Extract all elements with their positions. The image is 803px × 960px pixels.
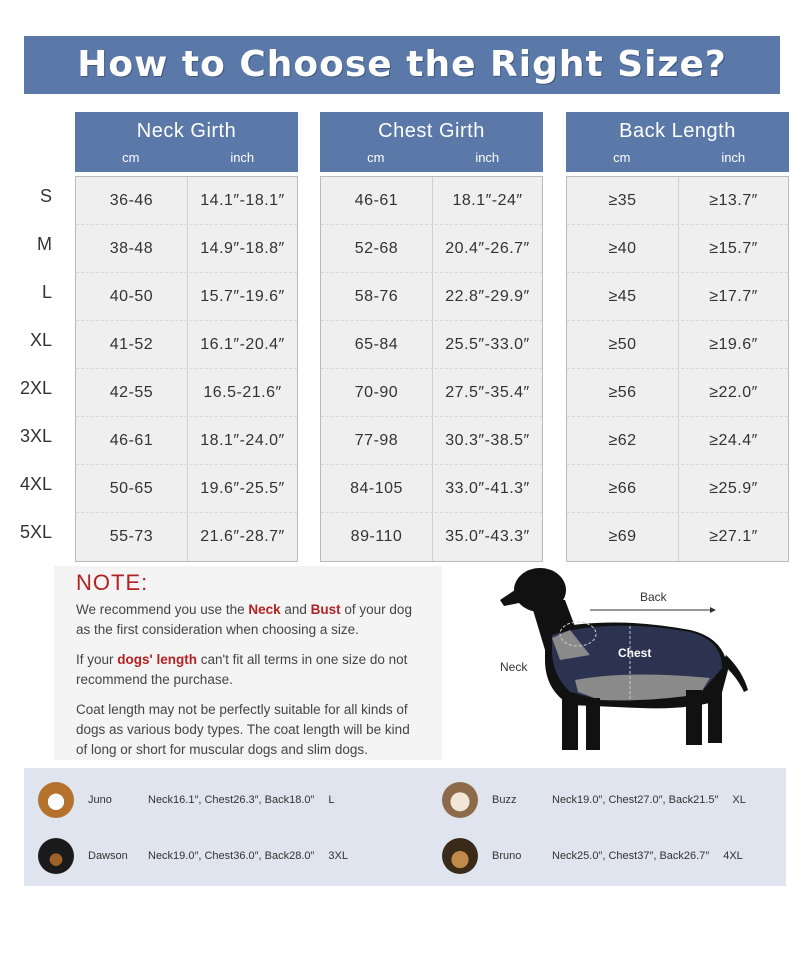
note-paragraph-1: We recommend you use the Neck and Bust of your dog as the first consideration when choosing a size. <box>76 602 412 637</box>
cm-cell: ≥50 <box>567 321 679 368</box>
cm-cell: ≥56 <box>567 369 679 416</box>
inch-cell: 27.5″-35.4″ <box>445 384 530 401</box>
table-row <box>567 513 788 561</box>
cm-cell: 65-84 <box>321 321 433 368</box>
table-row <box>321 513 542 561</box>
dog-measurements: Neck19.0″, Chest27.0″, Back21.5″ <box>552 794 719 806</box>
example-juno <box>38 782 335 818</box>
table-body <box>75 176 298 562</box>
inch-cell: 30.3″-38.5″ <box>445 432 530 449</box>
table-row <box>321 417 542 465</box>
cm-cell: 38-48 <box>76 225 188 272</box>
dog-silhouette-icon <box>490 560 770 770</box>
table-body <box>566 176 789 562</box>
table-row <box>567 177 788 225</box>
note-paragraph-2: If your dogs' length can't fit all terms in one size do not recommend the purchase. <box>76 652 408 687</box>
table-row <box>321 225 542 273</box>
inch-cell: 20.4″-26.7″ <box>445 240 530 257</box>
unit-cm: cm <box>367 150 385 165</box>
size-label: M <box>37 234 52 254</box>
table-row <box>321 321 542 369</box>
inch-cell: 35.0″-43.3″ <box>445 528 530 545</box>
dog-name: Juno <box>88 794 112 806</box>
table-row <box>76 177 297 225</box>
inch-cell: ≥19.6″ <box>709 336 758 353</box>
chest-label: Chest <box>618 646 652 660</box>
cm-cell: ≥35 <box>567 177 679 224</box>
dog-size: XL <box>732 794 746 806</box>
inch-cell: 14.1″-18.1″ <box>200 192 285 209</box>
inch-cell: 18.1″-24″ <box>452 192 523 209</box>
inch-cell: 18.1″-24.0″ <box>200 432 285 449</box>
table-row <box>567 465 788 513</box>
inch-cell: ≥25.9″ <box>709 480 758 497</box>
table-row <box>321 369 542 417</box>
dog-measurements: Neck19.0″, Chest36.0″, Back28.0″ <box>148 850 315 862</box>
example-bruno <box>442 838 743 874</box>
table-row <box>567 321 788 369</box>
inch-cell: 16.5-21.6″ <box>203 384 282 401</box>
size-label: XL <box>29 330 52 350</box>
unit-inch: inch <box>230 150 255 165</box>
note-paragraph-3: Coat length may not be perfectly suitable for all kinds of dogs as various body types. The coat length will be kind of long or short for muscular dogs and slim dogs. <box>76 702 410 757</box>
table-row <box>321 177 542 225</box>
table-header <box>566 112 789 172</box>
inch-cell: 15.7″-19.6″ <box>200 288 285 305</box>
note-box <box>54 566 442 760</box>
size-label: S <box>39 186 52 206</box>
cm-cell: 46-61 <box>76 417 188 464</box>
size-labels <box>0 172 72 556</box>
back-label: Back <box>640 590 667 604</box>
inch-cell: ≥22.0″ <box>709 384 758 401</box>
size-label: L <box>41 282 52 302</box>
dog-name: Buzz <box>492 794 517 806</box>
dog-examples-panel <box>24 768 786 886</box>
dog-measurement-diagram <box>490 560 770 770</box>
inch-cell: ≥13.7″ <box>709 192 758 209</box>
cm-cell: 89-110 <box>321 513 433 561</box>
cm-cell: ≥69 <box>567 513 679 561</box>
neck-girth-table <box>75 112 298 562</box>
inch-cell: ≥15.7″ <box>709 240 758 257</box>
cm-cell: 58-76 <box>321 273 433 320</box>
cm-cell: 70-90 <box>321 369 433 416</box>
cm-cell: 46-61 <box>321 177 433 224</box>
table-row <box>567 273 788 321</box>
table-row <box>321 465 542 513</box>
table-row <box>76 225 297 273</box>
size-label: 3XL <box>19 426 52 446</box>
cm-cell: 40-50 <box>76 273 188 320</box>
table-body <box>320 176 543 562</box>
unit-cm: cm <box>122 150 140 165</box>
table-row <box>76 513 297 561</box>
example-buzz <box>442 782 746 818</box>
table-row <box>321 273 542 321</box>
cm-cell: ≥45 <box>567 273 679 320</box>
cm-cell: 77-98 <box>321 417 433 464</box>
cm-cell: ≥40 <box>567 225 679 272</box>
dog-measurements: Neck25.0″, Chest37″, Back26.7″ <box>552 850 710 862</box>
german-shepherd-avatar-icon <box>442 838 478 874</box>
unit-inch: inch <box>721 150 746 165</box>
inch-cell: ≥27.1″ <box>709 528 758 545</box>
inch-cell: ≥17.7″ <box>709 288 758 305</box>
table-header <box>320 112 543 172</box>
cm-cell: 84-105 <box>321 465 433 512</box>
inch-cell: 19.6″-25.5″ <box>200 480 285 497</box>
chest-girth-table <box>320 112 543 562</box>
doberman-avatar-icon <box>38 838 74 874</box>
unit-inch: inch <box>475 150 500 165</box>
cm-cell: ≥62 <box>567 417 679 464</box>
neck-label: Neck <box>500 660 528 674</box>
inch-cell: 33.0″-41.3″ <box>445 480 530 497</box>
cm-cell: 55-73 <box>76 513 188 561</box>
table-row <box>567 417 788 465</box>
table-row <box>76 465 297 513</box>
table-row <box>76 369 297 417</box>
table-header <box>75 112 298 172</box>
cm-cell: 42-55 <box>76 369 188 416</box>
table-row <box>76 273 297 321</box>
cm-cell: 36-46 <box>76 177 188 224</box>
table-title: Back Length <box>619 120 736 142</box>
inch-cell: 25.5″-33.0″ <box>445 336 530 353</box>
unit-cm: cm <box>613 150 631 165</box>
cm-cell: 52-68 <box>321 225 433 272</box>
back-length-table <box>566 112 789 562</box>
dog-size: L <box>328 794 335 806</box>
table-row <box>76 417 297 465</box>
cm-cell: 41-52 <box>76 321 188 368</box>
table-row <box>567 369 788 417</box>
bulldog-avatar-icon <box>442 782 478 818</box>
inch-cell: 14.9″-18.8″ <box>200 240 285 257</box>
example-dawson <box>38 838 348 874</box>
dog-size: 3XL <box>328 850 348 862</box>
dog-name: Bruno <box>492 850 522 862</box>
cm-cell: ≥66 <box>567 465 679 512</box>
inch-cell: 21.6″-28.7″ <box>200 528 285 545</box>
table-title: Neck Girth <box>136 120 237 142</box>
dog-measurements: Neck16.1″, Chest26.3″, Back18.0″ <box>148 794 315 806</box>
table-row <box>76 321 297 369</box>
size-label: 5XL <box>19 522 52 542</box>
table-title: Chest Girth <box>378 120 485 142</box>
beagle-avatar-icon <box>38 782 74 818</box>
inch-cell: 16.1″-20.4″ <box>200 336 285 353</box>
inch-cell: 22.8″-29.9″ <box>445 288 530 305</box>
dog-name: Dawson <box>88 850 128 862</box>
page-title: How to Choose the Right Size? <box>24 36 780 94</box>
note-heading: NOTE: <box>76 570 149 595</box>
size-label: 4XL <box>19 474 52 494</box>
table-row <box>567 225 788 273</box>
dog-size: 4XL <box>723 850 743 862</box>
size-label: 2XL <box>19 378 52 398</box>
inch-cell: ≥24.4″ <box>709 432 758 449</box>
cm-cell: 50-65 <box>76 465 188 512</box>
